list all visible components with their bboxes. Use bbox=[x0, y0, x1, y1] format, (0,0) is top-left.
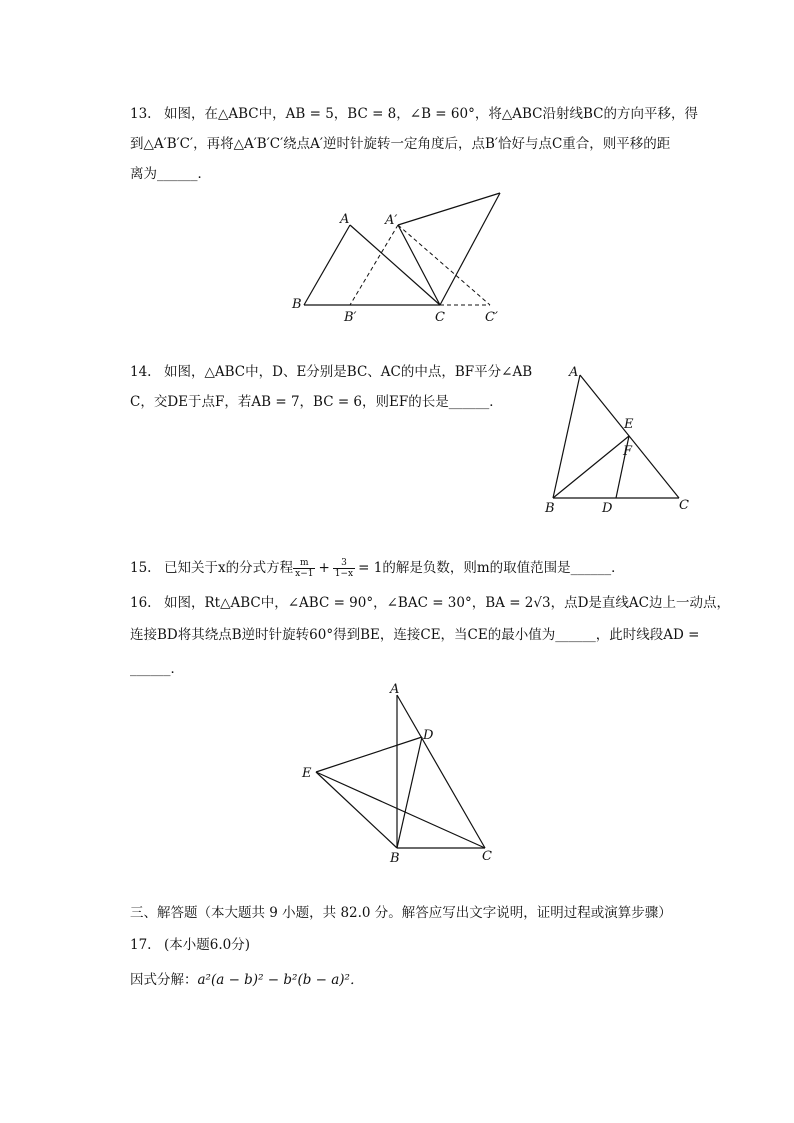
q16-label-D: D bbox=[423, 728, 434, 743]
q16-label-B: B bbox=[390, 851, 400, 866]
q14-text-1: 如图，△ABC中，D、E分别是BC、AC的中点，BF平分∠AB bbox=[164, 364, 533, 380]
q14-line2: C，交DE于点F，若AB = 7，BC = 6，则EF的长是______． bbox=[130, 394, 503, 410]
q17-points: (本小题6.0分) bbox=[164, 937, 251, 953]
q13-label-B1: B′ bbox=[344, 310, 357, 325]
q16-seg-EC bbox=[316, 772, 485, 848]
q15-prefix: 已知关于x的分式方程 bbox=[164, 560, 294, 576]
q16-number: 16. bbox=[130, 595, 152, 611]
q14-label-D: D bbox=[602, 501, 613, 516]
q15-number: 15. bbox=[130, 560, 152, 576]
q15-frac2-num: 3 bbox=[333, 558, 355, 569]
q13-number: 13. bbox=[130, 106, 152, 122]
q13-line2: 到△A′B′C′，再将△A′B′C′绕点A′逆时针旋转一定角度后，点B′恰好与点C重合，则平移的距 bbox=[130, 136, 671, 152]
q13-label-B: B bbox=[292, 297, 302, 312]
q15-frac2-den: 1−x bbox=[334, 569, 354, 579]
q14-label-F: F bbox=[623, 444, 633, 459]
q16-label-A: A bbox=[390, 682, 400, 697]
q14-label-C: C bbox=[679, 498, 689, 513]
q14-label-A: A bbox=[569, 365, 579, 380]
q13-label-A1: A′ bbox=[385, 213, 398, 228]
q15-suffix: = 1的解是负数，则m的取值范围是______． bbox=[358, 560, 625, 576]
q16-line3: ______． bbox=[130, 661, 184, 677]
q17-prompt: 因式分解： bbox=[130, 972, 198, 988]
q14-label-E: E bbox=[624, 417, 634, 432]
q13-line3: 离为______． bbox=[130, 166, 211, 182]
q16-line2: 连接BD将其绕点B逆时针旋转60°得到BE，连接CE，当CE的最小值为______，此时线段AD = bbox=[130, 627, 700, 643]
q17-line2 bbox=[130, 970, 363, 990]
q13-text-1: 如图，在△ABC中，AB = 5，BC = 8，∠B = 60°，将△ABC沿射线BC的方向平移，得 bbox=[164, 106, 698, 122]
q17-number: 17. bbox=[130, 937, 152, 953]
q16-text-1: 如图，Rt△ABC中，∠ABC = 90°，∠BAC = 30°，BA = 2√3，点D是直线AC边上一动点， bbox=[164, 595, 730, 611]
q15-frac1-num: m bbox=[293, 558, 315, 569]
q15-plus: + bbox=[318, 560, 330, 576]
q14-label-B: B bbox=[545, 501, 555, 516]
q15-frac1-den: x−1 bbox=[295, 569, 314, 579]
q16-seg-ED bbox=[316, 737, 422, 772]
q17-line1 bbox=[130, 935, 250, 955]
q17-expression: a²(a − b)² − b²(b − a)²． bbox=[197, 972, 364, 988]
q13-label-C1: C′ bbox=[485, 310, 498, 325]
q16-seg-AC bbox=[397, 695, 485, 848]
q16-seg-EB bbox=[316, 772, 397, 848]
section3-heading: 三、解答题（本大题共 9 小题，共 82.0 分。解答应写出文字说明，证明过程或演算步骤） bbox=[130, 905, 672, 921]
q16-label-C: C bbox=[482, 849, 492, 864]
q16-seg-BD bbox=[397, 737, 422, 848]
q16-label-E: E bbox=[302, 766, 312, 781]
q14-number: 14. bbox=[130, 364, 152, 380]
q13-label-C: C bbox=[435, 310, 445, 325]
q13-label-A: A bbox=[340, 212, 350, 227]
